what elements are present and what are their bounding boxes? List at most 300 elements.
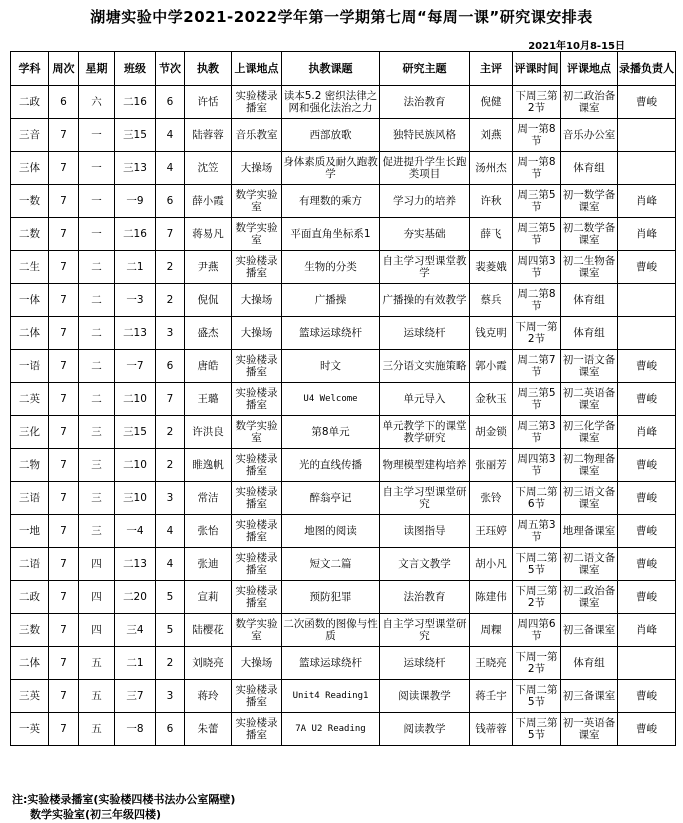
cell-class: 一3 (115, 284, 156, 317)
cell-recording-lead: 曹峻 (618, 383, 676, 416)
cell-theme: 法治教育 (380, 86, 470, 119)
table-row (11, 218, 676, 251)
cell-topic: 光的直线传播 (282, 449, 380, 482)
column-header: 星期 (79, 52, 115, 86)
cell-weekday: 二 (79, 317, 115, 350)
cell-period: 6 (156, 713, 185, 746)
table-row (11, 647, 676, 680)
cell-subject: 二政 (11, 86, 49, 119)
table-row (11, 416, 676, 449)
table-row (11, 482, 676, 515)
cell-subject: 一地 (11, 515, 49, 548)
column-header: 上课地点 (232, 52, 282, 86)
note-line-2: 数学实验室(初三年级四楼) (30, 808, 162, 821)
cell-period: 3 (156, 482, 185, 515)
table-row (11, 317, 676, 350)
cell-location: 实验楼录播室 (232, 350, 282, 383)
header-row (11, 52, 676, 86)
cell-period: 4 (156, 119, 185, 152)
cell-reviewer: 胡小凡 (470, 548, 513, 581)
table-row (11, 251, 676, 284)
page-title: 湖塘实验中学2021-2022学年第一学期第七周“每周一课”研究课安排表 (90, 8, 593, 26)
cell-theme: 独特民族风格 (380, 119, 470, 152)
cell-theme: 学习力的培养 (380, 185, 470, 218)
cell-review-time: 周二第7节 (513, 350, 561, 383)
cell-review-time: 下周二第5节 (513, 548, 561, 581)
table-body (11, 86, 676, 746)
cell-topic: 生物的分类 (282, 251, 380, 284)
cell-review-time: 下周一第2节 (513, 647, 561, 680)
cell-week: 6 (49, 86, 79, 119)
cell-reviewer: 王珏婷 (470, 515, 513, 548)
cell-topic: U4 Welcome (282, 383, 380, 416)
cell-review-location: 初二生物备课室 (561, 251, 618, 284)
cell-theme: 促进提升学生长跑类项目 (380, 152, 470, 185)
cell-location: 数学实验室 (232, 218, 282, 251)
cell-weekday: 四 (79, 581, 115, 614)
cell-teacher: 倪侃 (185, 284, 232, 317)
cell-teacher: 王璐 (185, 383, 232, 416)
cell-class: 一8 (115, 713, 156, 746)
cell-period: 4 (156, 548, 185, 581)
cell-location: 实验楼录播室 (232, 449, 282, 482)
column-header: 节次 (156, 52, 185, 86)
cell-review-location: 初三备课室 (561, 680, 618, 713)
column-header: 执教 (185, 52, 232, 86)
table-row (11, 119, 676, 152)
cell-week: 7 (49, 152, 79, 185)
column-header: 执教课题 (282, 52, 380, 86)
cell-recording-lead: 曹峻 (618, 449, 676, 482)
cell-period: 3 (156, 317, 185, 350)
cell-class: 二13 (115, 548, 156, 581)
cell-review-location: 初二数学备课室 (561, 218, 618, 251)
cell-subject: 二语 (11, 548, 49, 581)
cell-teacher: 张怡 (185, 515, 232, 548)
cell-teacher: 陆樱花 (185, 614, 232, 647)
table-row (11, 548, 676, 581)
cell-topic: 醉翁亭记 (282, 482, 380, 515)
cell-week: 7 (49, 284, 79, 317)
cell-review-location: 初一语文备课室 (561, 350, 618, 383)
cell-review-time: 下周一第2节 (513, 317, 561, 350)
cell-weekday: 二 (79, 284, 115, 317)
cell-location: 实验楼录播室 (232, 581, 282, 614)
cell-topic: 时文 (282, 350, 380, 383)
cell-theme: 三分语文实施策略 (380, 350, 470, 383)
cell-period: 2 (156, 647, 185, 680)
table-row (11, 86, 676, 119)
cell-subject: 二体 (11, 647, 49, 680)
cell-subject: 一数 (11, 185, 49, 218)
cell-theme: 阅读教学 (380, 713, 470, 746)
cell-subject: 三体 (11, 152, 49, 185)
note-line-1: 注:实验楼录播室(实验楼四楼书法办公室隔壁) (12, 793, 236, 806)
cell-period: 2 (156, 251, 185, 284)
cell-weekday: 四 (79, 548, 115, 581)
cell-recording-lead: 曹峻 (618, 581, 676, 614)
cell-period: 2 (156, 449, 185, 482)
cell-topic: 篮球运球绕杆 (282, 647, 380, 680)
cell-period: 6 (156, 185, 185, 218)
cell-class: 三13 (115, 152, 156, 185)
cell-weekday: 六 (79, 86, 115, 119)
cell-class: 二10 (115, 449, 156, 482)
cell-review-time: 周四第3节 (513, 251, 561, 284)
cell-review-time: 周三第3节 (513, 416, 561, 449)
cell-weekday: 五 (79, 680, 115, 713)
cell-subject: 二英 (11, 383, 49, 416)
cell-subject: 三语 (11, 482, 49, 515)
cell-teacher: 唐皓 (185, 350, 232, 383)
table-row (11, 581, 676, 614)
cell-teacher: 薛小霞 (185, 185, 232, 218)
cell-class: 二1 (115, 647, 156, 680)
table-row (11, 713, 676, 746)
cell-reviewer: 钱克明 (470, 317, 513, 350)
cell-review-time: 周三第5节 (513, 383, 561, 416)
cell-subject: 二体 (11, 317, 49, 350)
cell-location: 数学实验室 (232, 416, 282, 449)
cell-teacher: 刘晓亮 (185, 647, 232, 680)
cell-topic: 有理数的乘方 (282, 185, 380, 218)
schedule-table (10, 51, 676, 746)
cell-topic: 读本5.2 密织法律之网和强化法治之力 (282, 86, 380, 119)
cell-topic: Unit4 Reading1 (282, 680, 380, 713)
cell-recording-lead: 肖峰 (618, 614, 676, 647)
cell-location: 大操场 (232, 317, 282, 350)
table-row (11, 185, 676, 218)
cell-weekday: 四 (79, 614, 115, 647)
column-header: 主评 (470, 52, 513, 86)
cell-weekday: 二 (79, 350, 115, 383)
cell-week: 7 (49, 680, 79, 713)
column-header: 学科 (11, 52, 49, 86)
cell-teacher: 沈笠 (185, 152, 232, 185)
cell-location: 实验楼录播室 (232, 251, 282, 284)
cell-location: 数学实验室 (232, 614, 282, 647)
cell-week: 7 (49, 581, 79, 614)
column-header: 班级 (115, 52, 156, 86)
cell-location: 音乐教室 (232, 119, 282, 152)
cell-teacher: 盛杰 (185, 317, 232, 350)
cell-class: 二10 (115, 383, 156, 416)
cell-location: 数学实验室 (232, 185, 282, 218)
table-row (11, 614, 676, 647)
cell-theme: 运球绕杆 (380, 317, 470, 350)
table-row (11, 680, 676, 713)
cell-subject: 三数 (11, 614, 49, 647)
cell-weekday: 二 (79, 251, 115, 284)
cell-week: 7 (49, 416, 79, 449)
cell-week: 7 (49, 515, 79, 548)
cell-weekday: 五 (79, 713, 115, 746)
cell-weekday: 一 (79, 152, 115, 185)
cell-teacher: 朱蕾 (185, 713, 232, 746)
cell-class: 三10 (115, 482, 156, 515)
cell-recording-lead: 曹峻 (618, 350, 676, 383)
cell-week: 7 (49, 251, 79, 284)
cell-location: 实验楼录播室 (232, 515, 282, 548)
cell-theme: 自主学习型课堂研究 (380, 614, 470, 647)
cell-theme: 法治教育 (380, 581, 470, 614)
date-range: 2021年10月8-15日 (528, 41, 625, 52)
cell-review-location: 音乐办公室 (561, 119, 618, 152)
cell-topic: 地图的阅读 (282, 515, 380, 548)
cell-topic: 7A U2 Reading (282, 713, 380, 746)
cell-review-time: 周二第8节 (513, 284, 561, 317)
cell-location: 大操场 (232, 284, 282, 317)
cell-recording-lead: 曹峻 (618, 482, 676, 515)
cell-recording-lead: 曹峻 (618, 86, 676, 119)
column-header: 周次 (49, 52, 79, 86)
table-row (11, 350, 676, 383)
cell-review-location: 初二语文备课室 (561, 548, 618, 581)
cell-reviewer: 钱蒂蓉 (470, 713, 513, 746)
cell-recording-lead: 曹峻 (618, 713, 676, 746)
cell-class: 三4 (115, 614, 156, 647)
cell-review-time: 下周三第2节 (513, 86, 561, 119)
cell-review-time: 周一第8节 (513, 152, 561, 185)
cell-recording-lead (618, 152, 676, 185)
cell-review-time: 周四第3节 (513, 449, 561, 482)
table-row (11, 284, 676, 317)
cell-review-time: 周三第5节 (513, 185, 561, 218)
cell-teacher: 常洁 (185, 482, 232, 515)
cell-subject: 二生 (11, 251, 49, 284)
cell-week: 7 (49, 449, 79, 482)
cell-class: 二16 (115, 218, 156, 251)
cell-topic: 西部放歌 (282, 119, 380, 152)
cell-class: 三7 (115, 680, 156, 713)
cell-week: 7 (49, 350, 79, 383)
cell-theme: 自主学习型课堂研究 (380, 482, 470, 515)
cell-review-location: 初二英语备课室 (561, 383, 618, 416)
cell-review-location: 初二政治备课室 (561, 86, 618, 119)
cell-review-time: 下周三第2节 (513, 581, 561, 614)
column-header: 评课地点 (561, 52, 618, 86)
cell-period: 7 (156, 383, 185, 416)
cell-review-location: 地理备课室 (561, 515, 618, 548)
cell-reviewer: 周粿 (470, 614, 513, 647)
cell-reviewer: 王晓亮 (470, 647, 513, 680)
cell-review-location: 初三化学备课室 (561, 416, 618, 449)
cell-week: 7 (49, 482, 79, 515)
table-row (11, 449, 676, 482)
cell-topic: 广播操 (282, 284, 380, 317)
cell-location: 大操场 (232, 647, 282, 680)
cell-topic: 第8单元 (282, 416, 380, 449)
cell-reviewer: 薛飞 (470, 218, 513, 251)
cell-class: 二1 (115, 251, 156, 284)
cell-teacher: 睢逸帆 (185, 449, 232, 482)
cell-week: 7 (49, 317, 79, 350)
cell-week: 7 (49, 548, 79, 581)
cell-topic: 平面直角坐标系1 (282, 218, 380, 251)
cell-subject: 一英 (11, 713, 49, 746)
cell-teacher: 尹燕 (185, 251, 232, 284)
cell-weekday: 一 (79, 218, 115, 251)
cell-weekday: 三 (79, 449, 115, 482)
cell-week: 7 (49, 185, 79, 218)
cell-theme: 自主学习型课堂教学 (380, 251, 470, 284)
cell-period: 2 (156, 284, 185, 317)
cell-review-location: 体育组 (561, 284, 618, 317)
cell-topic: 二次函数的图像与性质 (282, 614, 380, 647)
cell-period: 4 (156, 515, 185, 548)
cell-review-location: 体育组 (561, 317, 618, 350)
cell-teacher: 蒋玲 (185, 680, 232, 713)
cell-theme: 读图指导 (380, 515, 470, 548)
cell-teacher: 许洪良 (185, 416, 232, 449)
cell-recording-lead (618, 317, 676, 350)
cell-period: 6 (156, 86, 185, 119)
cell-subject: 一语 (11, 350, 49, 383)
cell-weekday: 一 (79, 185, 115, 218)
cell-recording-lead (618, 119, 676, 152)
cell-recording-lead: 肖峰 (618, 218, 676, 251)
cell-location: 实验楼录播室 (232, 548, 282, 581)
cell-subject: 三音 (11, 119, 49, 152)
cell-reviewer: 汤州杰 (470, 152, 513, 185)
cell-period: 3 (156, 680, 185, 713)
cell-recording-lead: 肖峰 (618, 416, 676, 449)
column-header: 评课时间 (513, 52, 561, 86)
cell-review-location: 初一英语备课室 (561, 713, 618, 746)
cell-theme: 阅读课教学 (380, 680, 470, 713)
cell-review-time: 下周二第5节 (513, 680, 561, 713)
cell-reviewer: 金秋玉 (470, 383, 513, 416)
column-header: 录播负责人 (618, 52, 676, 86)
table-row (11, 383, 676, 416)
cell-reviewer: 陈建伟 (470, 581, 513, 614)
cell-topic: 预防犯罪 (282, 581, 380, 614)
cell-recording-lead: 曹峻 (618, 548, 676, 581)
cell-weekday: 三 (79, 515, 115, 548)
cell-teacher: 宣莉 (185, 581, 232, 614)
cell-period: 6 (156, 350, 185, 383)
cell-weekday: 二 (79, 383, 115, 416)
cell-location: 实验楼录播室 (232, 482, 282, 515)
cell-week: 7 (49, 614, 79, 647)
cell-class: 二13 (115, 317, 156, 350)
cell-class: 二16 (115, 86, 156, 119)
cell-theme: 夯实基础 (380, 218, 470, 251)
cell-reviewer: 刘燕 (470, 119, 513, 152)
cell-theme: 单元导入 (380, 383, 470, 416)
cell-reviewer: 郭小霞 (470, 350, 513, 383)
cell-theme: 文言文教学 (380, 548, 470, 581)
cell-topic: 篮球运球绕杆 (282, 317, 380, 350)
cell-review-location: 初三备课室 (561, 614, 618, 647)
cell-location: 实验楼录播室 (232, 680, 282, 713)
cell-reviewer: 蔡兵 (470, 284, 513, 317)
cell-reviewer: 裴菱娥 (470, 251, 513, 284)
cell-review-time: 下周三第5节 (513, 713, 561, 746)
cell-reviewer: 张丽芳 (470, 449, 513, 482)
cell-weekday: 五 (79, 647, 115, 680)
cell-period: 2 (156, 416, 185, 449)
cell-subject: 二物 (11, 449, 49, 482)
cell-review-time: 周三第5节 (513, 218, 561, 251)
cell-period: 5 (156, 614, 185, 647)
cell-review-location: 初二物理备课室 (561, 449, 618, 482)
cell-teacher: 蒋易凡 (185, 218, 232, 251)
cell-reviewer: 倪健 (470, 86, 513, 119)
cell-period: 4 (156, 152, 185, 185)
cell-class: 二20 (115, 581, 156, 614)
cell-week: 7 (49, 119, 79, 152)
cell-review-location: 体育组 (561, 647, 618, 680)
cell-class: 一7 (115, 350, 156, 383)
cell-week: 7 (49, 647, 79, 680)
cell-recording-lead: 肖峰 (618, 185, 676, 218)
cell-recording-lead: 曹峻 (618, 251, 676, 284)
cell-recording-lead (618, 284, 676, 317)
cell-review-time: 周四第6节 (513, 614, 561, 647)
cell-review-location: 初二政治备课室 (561, 581, 618, 614)
cell-teacher: 许恬 (185, 86, 232, 119)
cell-recording-lead: 曹峻 (618, 680, 676, 713)
cell-period: 5 (156, 581, 185, 614)
cell-review-time: 下周二第6节 (513, 482, 561, 515)
cell-topic: 身体素质及耐久跑教学 (282, 152, 380, 185)
cell-reviewer: 胡金锁 (470, 416, 513, 449)
cell-reviewer: 许秋 (470, 185, 513, 218)
cell-review-location: 初三语文备课室 (561, 482, 618, 515)
cell-location: 实验楼录播室 (232, 86, 282, 119)
cell-subject: 三英 (11, 680, 49, 713)
cell-teacher: 陆蓉蓉 (185, 119, 232, 152)
cell-theme: 广播操的有效教学 (380, 284, 470, 317)
cell-review-time: 周一第8节 (513, 119, 561, 152)
cell-week: 7 (49, 713, 79, 746)
cell-recording-lead (618, 647, 676, 680)
cell-class: 三15 (115, 119, 156, 152)
cell-subject: 一体 (11, 284, 49, 317)
cell-reviewer: 蒋壬宇 (470, 680, 513, 713)
table-row (11, 515, 676, 548)
cell-subject: 三化 (11, 416, 49, 449)
cell-topic: 短文二篇 (282, 548, 380, 581)
cell-location: 大操场 (232, 152, 282, 185)
column-header: 研究主题 (380, 52, 470, 86)
cell-weekday: 三 (79, 482, 115, 515)
cell-theme: 运球绕杆 (380, 647, 470, 680)
cell-reviewer: 张铃 (470, 482, 513, 515)
cell-theme: 物理模型建构培养 (380, 449, 470, 482)
cell-week: 7 (49, 383, 79, 416)
cell-review-time: 周五第3节 (513, 515, 561, 548)
cell-review-location: 初一数学备课室 (561, 185, 618, 218)
cell-location: 实验楼录播室 (232, 713, 282, 746)
cell-week: 7 (49, 218, 79, 251)
cell-teacher: 张迪 (185, 548, 232, 581)
cell-theme: 单元教学下的课堂教学研究 (380, 416, 470, 449)
cell-recording-lead: 曹峻 (618, 515, 676, 548)
cell-weekday: 一 (79, 119, 115, 152)
cell-weekday: 三 (79, 416, 115, 449)
table-row (11, 152, 676, 185)
cell-subject: 二数 (11, 218, 49, 251)
cell-class: 一9 (115, 185, 156, 218)
cell-class: 三15 (115, 416, 156, 449)
cell-period: 7 (156, 218, 185, 251)
cell-subject: 二政 (11, 581, 49, 614)
cell-class: 一4 (115, 515, 156, 548)
cell-review-location: 体育组 (561, 152, 618, 185)
cell-location: 实验楼录播室 (232, 383, 282, 416)
